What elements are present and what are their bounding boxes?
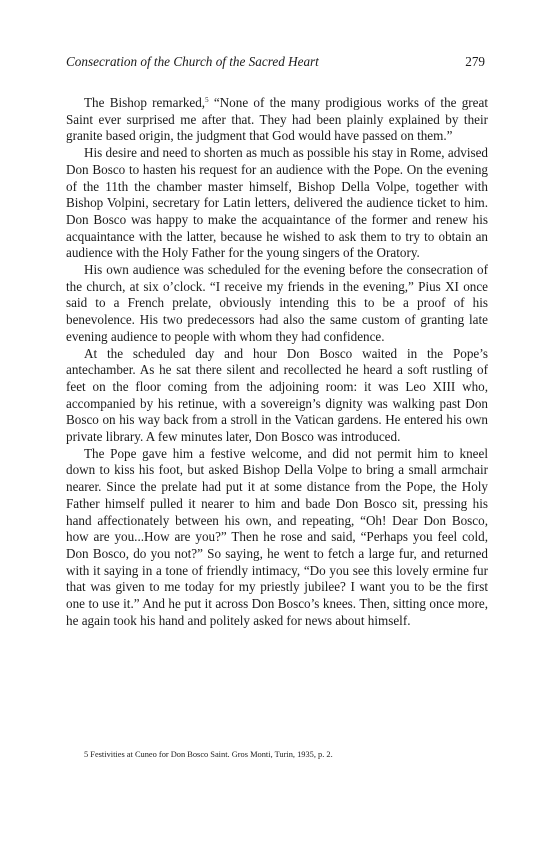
paragraph: At the scheduled day and hour Don Bosco waited in the Pope’s antechamber. As he sat there silent and recollected he heard a soft rustling of feet on the floor coming from the adjoining room: it was Leo XIII who, accompanied by his retinue, with a sovereign’s dignity was walking past Don Bosco on his way back from a stroll in the Vatican gardens. He entered his own private library. A few minutes later, Don Bosco was introduced. <box>66 345 488 445</box>
footnote: 5 Festivities at Cuneo for Don Bosco Saint. Gros Monti, Turin, 1935, p. 2. <box>84 750 333 759</box>
footnote-reference: 5 <box>205 96 209 104</box>
running-header <box>66 52 485 72</box>
paragraph: His desire and need to shorten as much as possible his stay in Rome, advised Don Bosco to hasten his request for an audience with the Pope. On the evening of the 11th the chamber master himself, Bishop Della Volpe, together with Bishop Volpini, secretary for Latin letters, delivered the audience ticket to him. Don Bosco was happy to make the acquaintance of the former and renew his acquaintance with the latter, because he wished to ask them to try to obtain an audience with the Holy Father for the young singers of the Oratory. <box>66 145 489 261</box>
paragraph: His own audience was scheduled for the evening before the consecration of the church, at six o’clock. “I receive my friends in the evening,” Pius XI once said to a French prelate, obviously intending this to be a proof of his benevolence. His two predecessors had also the same custom of granting late evening audience to people with whom they had confidence. <box>66 262 488 344</box>
main-text <box>66 95 488 630</box>
page-number: 279 <box>465 54 485 69</box>
running-title: Consecration of the Church of the Sacred Heart <box>66 54 319 69</box>
paragraph <box>66 95 488 145</box>
paragraph-text: “None of the many prodigious works of the great Saint ever surprised me after that. They had been plainly explained by their granite based origin, the judgment that God would have passed on them.” <box>66 95 489 144</box>
paragraph-text: The Bishop remarked, <box>84 95 206 110</box>
paragraph: The Pope gave him a festive welcome, and did not permit him to kneel down to kiss his foot, but asked Bishop Della Volpe to bring a small armchair nearer. Since the prelate had put it at some distance from the Pope, the Holy Father himself pulled it nearer to him and bade Don Bosco sit, pressing his hand affectionately between his own, and repeating, “Oh! Dear Don Bosco, how are you...How are you?” Then he rose and said, “Perhaps you feel cold, Don Bosco, do you not?” So saying, he went to fetch a large fur, and returned with it saying in a tone of friendly intimacy, “Do you see this lovely ermine fur that was given to me today for my priestly jubilee? I want you to be the first one to use it.” And he put it across Don Bosco’s knees. Then, sitting once more, he again took his hand and politely asked for news about himself. <box>66 445 488 628</box>
